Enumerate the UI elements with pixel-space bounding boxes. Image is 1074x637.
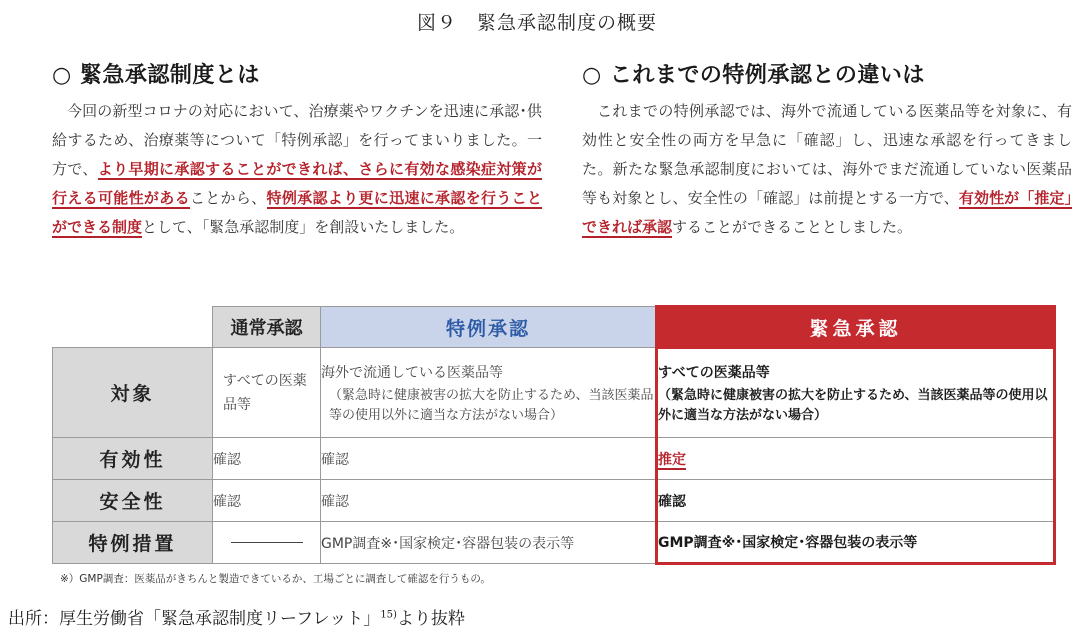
table-corner [53, 307, 213, 348]
cell-efficacy-emergency [657, 438, 1055, 480]
table-row-safety [53, 480, 1055, 522]
cell-target-emergency [657, 348, 1055, 438]
cell-safety-emergency: 確認 [657, 480, 1055, 522]
source-ref: 15) [380, 609, 397, 621]
body-text: として、「緊急承認制度」を創設いたしました。 [142, 218, 465, 236]
table-header-row [53, 307, 1055, 348]
header-emergency-approval: 緊急承認 [657, 307, 1055, 348]
row-label-special-measures: 特例措置 [53, 522, 213, 564]
section-emergency-approval-overview [52, 58, 542, 242]
row-label-safety: 安全性 [53, 480, 213, 522]
section-differences [582, 58, 1072, 242]
comparison-table [52, 305, 1056, 565]
section-heading-right: ○ これまでの特例承認との違いは [582, 63, 925, 88]
header-special-approval: 特例承認 [321, 307, 657, 348]
source-text: 出所：厚生労働省「緊急承認制度リーフレット」 [8, 609, 381, 629]
row-label-efficacy: 有効性 [53, 438, 213, 480]
body-text: ことから、 [189, 189, 267, 207]
cell-measures-emergency: GMP調査※･国家検定･容器包装の表示等 [657, 522, 1055, 564]
cell-target-normal: すべての医薬品等 [213, 348, 321, 438]
body-text: することができることとしました。 [672, 218, 913, 236]
emphasis-text: 推定 [658, 451, 686, 468]
cell-efficacy-normal: 確認 [213, 438, 321, 480]
section-body-right [582, 97, 1072, 242]
cell-efficacy-special: 確認 [321, 438, 657, 480]
source-suffix: より抜粋 [396, 609, 465, 629]
cell-measures-normal [213, 522, 321, 564]
cell-main-text: 海外で流通している医薬品等 [321, 364, 503, 381]
table-row-efficacy [53, 438, 1055, 480]
body-text: 今回の新型コロナの対応において、治療薬やワクチンを迅速に承認･供給するため、治療薬等について「特例承認」を行ってまいりました。一方で、 [52, 102, 542, 178]
cell-main-text: すべての医薬品等 [658, 365, 770, 381]
source-citation [8, 604, 465, 629]
emphasis-text: 特例承認より更に迅速に承認を行うことができる制度 [52, 189, 542, 236]
body-text: これまでの特例承認では、海外で流通している医薬品等を対象に、有効性と安全性の両方を早急に「確認」し、迅速な承認を行ってきました。新たな緊急承認制度においては、海外でまだ流通していない医薬品等も対象とし、安全性の「確認」は前提とする一方で、 [582, 102, 1072, 207]
header-normal-approval: 通常承認 [213, 307, 321, 348]
dash-line [231, 542, 303, 543]
emphasis-text: より早期に承認することができれば、さらに有効な感染症対策が行える可能性がある [52, 160, 542, 207]
figure-title: 図９ 緊急承認制度の概要 [416, 12, 657, 34]
footnote: ※）GMP調査：医薬品がきちんと製造できているか、工場ごとに調査して確認を行うもの。 [60, 573, 491, 585]
table-row-target [53, 348, 1055, 438]
section-body-left [52, 97, 542, 242]
cell-target-special [321, 348, 657, 438]
cell-sub-text: （緊急時に健康被害の拡大を防止するため、当該医薬品等の使用以外に適当な方法がない場合） [658, 388, 1048, 423]
section-heading-left: ○ 緊急承認制度とは [52, 63, 260, 88]
table-row-special-measures [53, 522, 1055, 564]
cell-sub-text: （緊急時に健康被害の拡大を防止するため、当該医薬品等の使用以外に適当な方法がない場合） [329, 387, 654, 423]
emphasis-text: 有効性が「推定」できれば承認 [582, 189, 1072, 236]
row-label-target: 対象 [53, 348, 213, 438]
cell-safety-normal: 確認 [213, 480, 321, 522]
cell-safety-special: 確認 [321, 480, 657, 522]
cell-measures-special: GMP調査※･国家検定･容器包装の表示等 [321, 522, 657, 564]
